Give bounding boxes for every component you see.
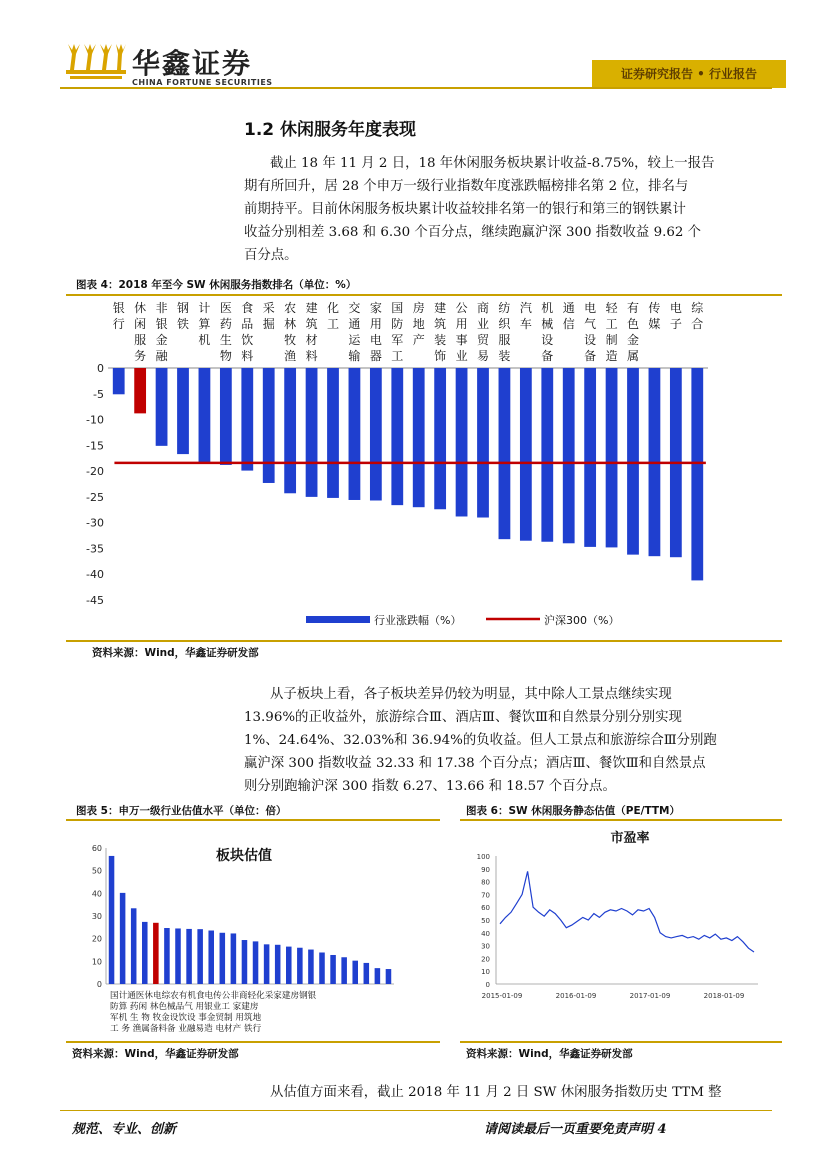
- bar: [275, 945, 281, 984]
- category-label: 算: [198, 317, 211, 331]
- category-label: 械: [541, 317, 554, 331]
- category-label: 贸: [476, 333, 490, 347]
- category-label: 生: [219, 333, 232, 347]
- paragraph-line: 则分别跑输沪深 300 指数 6.27、13.66 和 18.57 个百分点。: [244, 779, 616, 794]
- category-label: 银: [112, 301, 125, 315]
- y-tick-label: -30: [86, 516, 104, 530]
- bar: [477, 368, 489, 518]
- bar: [520, 368, 532, 541]
- category-label: 牧: [284, 333, 297, 347]
- category-label: 综: [691, 301, 704, 315]
- y-tick-label: 70: [481, 891, 490, 900]
- chart-title: 市盈率: [610, 831, 650, 846]
- category-label: 采: [262, 301, 275, 315]
- category-label: 房: [412, 301, 425, 315]
- bar: [156, 368, 168, 446]
- bar: [120, 893, 126, 984]
- bar: [434, 368, 446, 509]
- category-label: 非: [155, 301, 168, 315]
- x-tick-labels: 工 务 渔属备料备 业融易造 电材产 铁行: [110, 1024, 262, 1034]
- bar: [264, 944, 270, 984]
- category-label: 备: [584, 349, 597, 363]
- category-label: 工: [605, 317, 618, 331]
- y-tick-label: -5: [93, 387, 104, 401]
- logo-english-text: CHINA FORTUNE SECURITIES: [132, 78, 273, 87]
- category-label: 电: [669, 301, 682, 315]
- paragraph-line: 13.96%的正收益外，旅游综合Ⅲ、酒店Ⅲ、餐饮Ⅲ和自然景分别分别实现: [244, 710, 682, 725]
- figure-5-bottom-divider: [66, 1041, 440, 1043]
- figure-6-bottom-divider: [460, 1041, 782, 1043]
- logo-text: 华鑫证券: [132, 47, 253, 80]
- y-tick-label: -20: [86, 465, 104, 479]
- category-label: 器: [369, 349, 382, 363]
- bar: [541, 368, 553, 542]
- category-label: 用: [455, 317, 468, 331]
- y-tick-label: -10: [86, 413, 104, 427]
- category-label: 机: [541, 301, 554, 315]
- category-label: 产: [412, 333, 425, 347]
- bar: [186, 929, 192, 984]
- bar: [286, 947, 292, 984]
- category-label: 易: [476, 349, 490, 363]
- category-label: 金: [626, 333, 640, 347]
- category-label: 银: [155, 317, 168, 331]
- category-label: 子: [669, 317, 682, 331]
- category-label: 制: [605, 333, 618, 347]
- figure-6-divider: [460, 819, 782, 821]
- section-title: 1.2 休闲服务年度表现: [244, 120, 417, 140]
- category-label: 有: [626, 301, 640, 315]
- figure-5-title: 图表 5：申万一级行业估值水平（单位：倍）: [76, 805, 287, 817]
- bar: [253, 941, 259, 984]
- x-tick-label: 2017-01-09: [629, 992, 671, 1000]
- report-type-tab: 证券研究报告 • 行业报告: [592, 60, 786, 88]
- category-label: 闲: [134, 317, 147, 331]
- bar: [308, 950, 314, 984]
- y-tick-label: 40: [91, 889, 102, 899]
- category-label: 事: [455, 333, 468, 347]
- category-label: 品: [241, 317, 254, 331]
- bar: [499, 368, 511, 539]
- bar: [349, 368, 361, 500]
- y-tick-label: 80: [481, 878, 490, 887]
- category-label: 交: [348, 301, 361, 315]
- category-label: 机: [198, 333, 211, 347]
- paragraph-line: 1%、24.64%、32.03%和 36.94%的负收益。但人工景点和旅游综合Ⅲ分别跑: [244, 733, 717, 748]
- category-label: 食: [241, 301, 254, 315]
- category-label: 军: [391, 333, 404, 347]
- bar: [220, 933, 226, 984]
- category-label: 商: [476, 301, 490, 315]
- category-label: 行: [112, 317, 125, 331]
- category-label: 媒: [648, 317, 661, 331]
- category-label: 属: [626, 349, 640, 363]
- y-tick-label: 40: [481, 929, 490, 938]
- bar: [284, 368, 296, 493]
- category-label: 林: [284, 317, 297, 331]
- paragraph-line: 截止 18 年 11 月 2 日，18 年休闲服务板块累计收益-8.75%，较上一报告: [270, 156, 715, 171]
- category-label: 金: [155, 333, 168, 347]
- category-label: 工: [391, 349, 404, 363]
- category-label: 药: [219, 317, 232, 331]
- pe-line: [500, 871, 754, 952]
- paragraph-line: 从估值方面来看，截止 2018 年 11 月 2 日 SW 休闲服务指数历史 TTM 整: [270, 1085, 722, 1100]
- bar: [584, 368, 596, 547]
- bar: [131, 908, 137, 984]
- category-label: 农: [284, 301, 297, 315]
- paragraph-line: 收益分别相差 3.68 和 6.30 个百分点，继续跑赢沪深 300 指数收益 9.62 个: [244, 225, 702, 240]
- bar: [375, 968, 381, 984]
- bar: [606, 368, 618, 547]
- category-label: 钢: [176, 301, 190, 315]
- bar: [109, 856, 115, 984]
- bar: [164, 928, 170, 984]
- paragraph-line: 前期持平。目前休闲服务板块累计收益较排名第一的银行和第三的钢铁累计: [244, 202, 686, 217]
- category-label: 建: [305, 301, 318, 315]
- y-tick-label: -40: [86, 568, 104, 582]
- category-label: 融: [155, 349, 168, 363]
- legend-swatch-bar: [306, 616, 370, 623]
- y-tick-label: -15: [86, 439, 104, 453]
- y-tick-label: -25: [86, 490, 104, 504]
- category-label: 信: [562, 317, 575, 331]
- y-tick-label: 10: [481, 968, 490, 977]
- bar: [319, 952, 325, 984]
- category-label: 料: [305, 349, 318, 363]
- company-logo-icon: [62, 40, 130, 90]
- category-label: 用: [369, 317, 382, 331]
- category-label: 业: [455, 349, 468, 363]
- footer-divider: [60, 1110, 772, 1111]
- category-label: 饰: [434, 349, 447, 363]
- category-label: 合: [691, 317, 704, 331]
- bar: [691, 368, 703, 580]
- y-tick-label: 0: [97, 362, 104, 375]
- legend-label: 沪深300（%）: [544, 614, 620, 627]
- category-label: 建: [434, 301, 447, 315]
- bar: [370, 368, 382, 500]
- category-label: 通: [562, 301, 575, 315]
- bar: [263, 368, 275, 483]
- category-label: 铁: [176, 317, 190, 331]
- y-tick-label: 90: [481, 865, 490, 874]
- y-tick-label: 30: [481, 942, 490, 951]
- bar: [175, 928, 181, 984]
- paragraph-line: 百分点。: [244, 248, 298, 263]
- category-label: 掘: [262, 317, 275, 331]
- bar: [197, 929, 203, 984]
- bar: [306, 368, 318, 497]
- category-label: 服: [134, 333, 147, 347]
- y-tick-label: 100: [476, 853, 490, 861]
- bar: [391, 368, 403, 505]
- bar: [456, 368, 468, 516]
- bar: [563, 368, 575, 543]
- x-tick-label: 2015-01-09: [481, 992, 523, 1000]
- figure-5-source: 资料来源：Wind，华鑫证券研发部: [72, 1048, 239, 1060]
- bar: [341, 957, 347, 984]
- category-label: 设: [541, 333, 554, 347]
- category-label: 运: [348, 333, 361, 347]
- y-tick-label: -35: [86, 542, 104, 556]
- category-label: 医: [219, 301, 232, 315]
- bar: [364, 963, 370, 984]
- bar: [386, 969, 392, 984]
- category-label: 造: [605, 349, 618, 363]
- category-label: 色: [626, 317, 640, 331]
- header-divider: [60, 87, 772, 89]
- bar: [330, 955, 336, 984]
- category-label: 备: [541, 349, 554, 363]
- footer-slogan: 规范、专业、创新: [72, 1122, 177, 1137]
- category-label: 休: [134, 301, 147, 315]
- bar: [327, 368, 339, 498]
- paragraph-line: 从子板块上看，各子板块差异仍较为明显，其中除人工景点继续实现: [270, 687, 672, 702]
- x-tick-label: 2018-01-09: [703, 992, 745, 1000]
- category-label: 筑: [434, 317, 447, 331]
- bar: [153, 923, 159, 984]
- category-label: 服: [498, 333, 511, 347]
- category-label: 国: [391, 301, 404, 315]
- y-tick-label: 50: [91, 866, 102, 876]
- category-label: 汽: [519, 301, 532, 315]
- category-label: 输: [348, 349, 361, 363]
- x-tick-labels: 国计通医休电综农有机食电传公非商轻化采家建房钢银: [110, 991, 317, 1001]
- x-tick-label: 2016-01-09: [555, 992, 597, 1000]
- category-label: 材: [305, 333, 318, 347]
- category-label: 防: [391, 317, 404, 331]
- x-tick-labels: 防算 药闲 林色械品气 用银业工 家建房: [110, 1002, 259, 1012]
- category-label: 气: [584, 317, 597, 331]
- category-label: 饮: [241, 333, 254, 347]
- y-tick-label: 60: [91, 844, 102, 853]
- category-label: 装: [498, 349, 511, 363]
- y-tick-label: 20: [91, 934, 102, 944]
- bar: [627, 368, 639, 555]
- y-tick-label: 20: [481, 955, 490, 964]
- category-label: 轻: [605, 301, 618, 315]
- category-label: 通: [348, 317, 361, 331]
- figure-4-divider: [66, 294, 782, 296]
- category-label: 车: [519, 317, 532, 331]
- bar: [297, 948, 303, 984]
- bar: [220, 368, 232, 465]
- paragraph-line: 期有所回升，居 28 个申万一级行业指数年度涨跌幅榜排名第 2 位，排名与: [244, 179, 689, 194]
- figure-6-source: 资料来源：Wind，华鑫证券研发部: [466, 1048, 633, 1060]
- bar: [413, 368, 425, 507]
- bar: [231, 933, 237, 984]
- category-label: 计: [198, 301, 211, 315]
- bar: [113, 368, 125, 394]
- bar: [134, 368, 146, 413]
- category-label: 务: [134, 349, 147, 363]
- figure-5-divider: [66, 819, 440, 821]
- figure-5-chart: [66, 824, 440, 1040]
- bar: [199, 368, 211, 463]
- bar: [242, 940, 248, 984]
- figure-4-title: 图表 4：2018 年至今 SW 休闲服务指数排名（单位：%）: [76, 279, 357, 291]
- bar: [241, 368, 253, 471]
- category-label: 传: [648, 301, 661, 315]
- category-label: 公: [455, 301, 468, 315]
- y-tick-label: 0: [96, 980, 102, 989]
- figure-4-source: 资料来源：Wind，华鑫证券研发部: [92, 647, 259, 659]
- category-label: 纺: [498, 301, 511, 315]
- bar: [142, 922, 148, 984]
- bar: [177, 368, 189, 454]
- category-label: 家: [369, 301, 382, 315]
- category-label: 料: [241, 349, 254, 363]
- y-tick-label: -45: [86, 594, 104, 607]
- category-label: 筑: [305, 317, 318, 331]
- figure-4-chart: [66, 298, 782, 638]
- category-label: 电: [584, 301, 597, 315]
- y-tick-label: 50: [481, 917, 490, 925]
- y-tick-label: 60: [481, 904, 490, 913]
- chart-title: 板块估值: [216, 848, 272, 864]
- y-tick-label: 30: [91, 912, 102, 921]
- category-label: 物: [219, 349, 232, 363]
- category-label: 设: [584, 333, 597, 347]
- y-tick-label: 10: [91, 957, 102, 967]
- category-label: 电: [369, 333, 382, 347]
- figure-4-bottom-divider: [66, 640, 782, 642]
- figure-6-chart: [460, 824, 782, 1040]
- paragraph-line: 赢沪深 300 指数收益 32.33 和 17.38 个百分点；酒店Ⅲ、餐饮Ⅲ和自然景点: [244, 756, 706, 771]
- x-tick-labels: 军机 生 物 牧金设饮设 事金贸制 用筑地: [110, 1013, 262, 1023]
- legend-label: 行业涨跌幅（%）: [374, 614, 462, 627]
- category-label: 业: [476, 317, 490, 331]
- figure-6-title: 图表 6：SW 休闲服务静态估值（PE/TTM）: [466, 805, 680, 817]
- category-label: 渔: [284, 349, 297, 363]
- category-label: 化: [326, 301, 340, 315]
- category-label: 织: [498, 317, 511, 331]
- category-label: 地: [412, 317, 425, 331]
- footer-disclaimer-note: 请阅读最后一页重要免责声明 4: [484, 1122, 667, 1137]
- bar: [208, 931, 214, 984]
- y-tick-label: 0: [485, 981, 490, 989]
- category-label: 装: [434, 333, 447, 347]
- category-label: 工: [326, 317, 340, 331]
- bar: [352, 961, 358, 984]
